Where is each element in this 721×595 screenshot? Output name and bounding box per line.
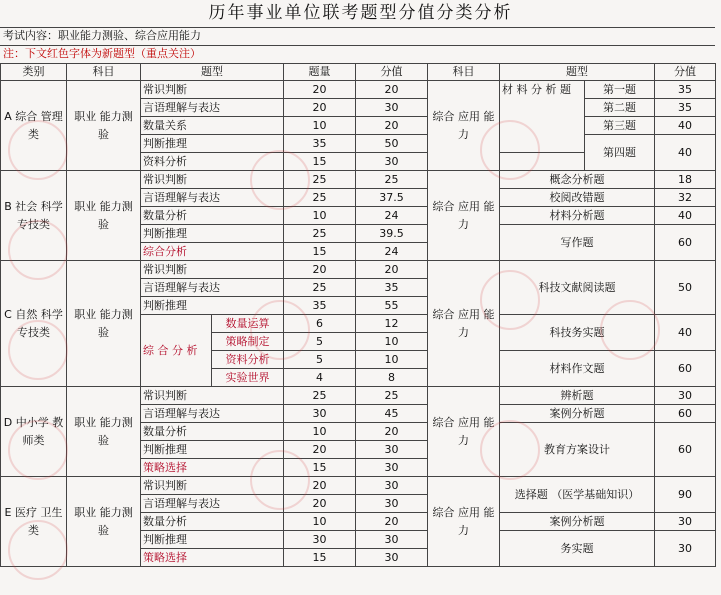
type-cell-new: 策略选择 [141, 549, 284, 567]
subject2-a: 综合 应用 能力 [428, 81, 500, 171]
analysis-table [0, 63, 716, 567]
right-type-cell: 第一题 [585, 81, 655, 99]
header-category: 类别 [1, 64, 67, 81]
table-row [1, 81, 716, 99]
score-cell: 25 [356, 171, 428, 189]
right-score-cell: 60 [655, 405, 716, 423]
right-type-cell: 辨析题 [500, 387, 655, 405]
count-cell: 4 [284, 369, 356, 387]
score-cell: 10 [356, 351, 428, 369]
score-cell: 30 [356, 549, 428, 567]
empty-cell [500, 153, 585, 171]
subject2-e: 综合 应用 能力 [428, 477, 500, 567]
right-score-cell: 32 [655, 189, 716, 207]
type-cell: 判断推理 [141, 531, 284, 549]
count-cell: 5 [284, 351, 356, 369]
count-cell: 10 [284, 423, 356, 441]
count-cell: 30 [284, 405, 356, 423]
header-score: 分值 [356, 64, 428, 81]
material-label: 材 料 分 析 题 [500, 81, 585, 153]
count-cell: 25 [284, 189, 356, 207]
score-cell: 30 [356, 153, 428, 171]
right-score-cell: 35 [655, 81, 716, 99]
count-cell: 25 [284, 171, 356, 189]
count-cell: 20 [284, 81, 356, 99]
right-score-cell: 30 [655, 513, 716, 531]
right-type-cell: 概念分析题 [500, 171, 655, 189]
right-type-cell: 选择题 （医学基础知识） [500, 477, 655, 513]
comp-analysis-label: 综 合 分 析 [141, 315, 212, 387]
score-cell: 24 [356, 207, 428, 225]
page-title: 历年事业单位联考题型分值分类分析 [208, 3, 513, 23]
count-cell: 20 [284, 441, 356, 459]
score-cell: 25 [356, 387, 428, 405]
type-cell: 常识判断 [141, 387, 284, 405]
subject2-c: 综合 应用 能力 [428, 261, 500, 387]
right-score-cell: 60 [655, 351, 716, 387]
score-cell: 50 [356, 135, 428, 153]
count-cell: 30 [284, 531, 356, 549]
right-score-cell: 30 [655, 387, 716, 405]
right-type-cell: 写作题 [500, 225, 655, 261]
sub-type-cell-new: 数量运算 [212, 315, 284, 333]
exam-content-line: 考试内容：职业能力测验、综合应用能力 [0, 27, 715, 45]
subject2-b: 综合 应用 能力 [428, 171, 500, 261]
score-cell: 20 [356, 117, 428, 135]
right-type-cell: 科技文献阅读题 [500, 261, 655, 315]
category-d: D 中小学 教师类 [1, 387, 67, 477]
type-cell: 言语理解与表达 [141, 405, 284, 423]
score-cell: 30 [356, 99, 428, 117]
right-type-cell: 第三题 [585, 117, 655, 135]
type-cell-new: 策略选择 [141, 459, 284, 477]
score-cell: 39.5 [356, 225, 428, 243]
category-b: B 社会 科学 专技类 [1, 171, 67, 261]
right-type-cell: 科技务实题 [500, 315, 655, 351]
subject-b: 职业 能力测验 [67, 171, 141, 261]
type-cell: 资料分析 [141, 153, 284, 171]
score-cell: 30 [356, 495, 428, 513]
subject-e: 职业 能力测验 [67, 477, 141, 567]
sub-type-cell-new: 资料分析 [212, 351, 284, 369]
count-cell: 20 [284, 261, 356, 279]
count-cell: 15 [284, 243, 356, 261]
type-cell: 言语理解与表达 [141, 279, 284, 297]
type-cell: 言语理解与表达 [141, 99, 284, 117]
category-e: E 医疗 卫生类 [1, 477, 67, 567]
score-cell: 30 [356, 459, 428, 477]
score-cell: 20 [356, 261, 428, 279]
header-type: 题型 [141, 64, 284, 81]
score-cell: 20 [356, 513, 428, 531]
header-type2: 题型 [500, 64, 655, 81]
table-header-row [1, 64, 716, 81]
type-cell: 言语理解与表达 [141, 495, 284, 513]
right-score-cell: 50 [655, 261, 716, 315]
count-cell: 15 [284, 459, 356, 477]
category-c: C 自然 科学 专技类 [1, 261, 67, 387]
type-cell: 常识判断 [141, 477, 284, 495]
right-type-cell: 第四题 [585, 135, 655, 171]
subject-d: 职业 能力测验 [67, 387, 141, 477]
count-cell: 10 [284, 117, 356, 135]
new-type-note: 注：下文红色字体为新题型（重点关注） [0, 45, 715, 63]
score-cell: 30 [356, 441, 428, 459]
right-type-cell: 案例分析题 [500, 405, 655, 423]
right-type-cell: 材料分析题 [500, 207, 655, 225]
type-cell: 数量分析 [141, 513, 284, 531]
count-cell: 15 [284, 549, 356, 567]
count-cell: 20 [284, 99, 356, 117]
count-cell: 5 [284, 333, 356, 351]
score-cell: 45 [356, 405, 428, 423]
sub-type-cell-new: 实验世界 [212, 369, 284, 387]
score-cell: 24 [356, 243, 428, 261]
type-cell: 常识判断 [141, 81, 284, 99]
count-cell: 6 [284, 315, 356, 333]
score-cell: 30 [356, 531, 428, 549]
count-cell: 35 [284, 297, 356, 315]
type-cell: 常识判断 [141, 171, 284, 189]
count-cell: 10 [284, 513, 356, 531]
type-cell: 言语理解与表达 [141, 189, 284, 207]
right-type-cell: 校阅改错题 [500, 189, 655, 207]
right-type-cell: 案例分析题 [500, 513, 655, 531]
score-cell: 20 [356, 81, 428, 99]
right-score-cell: 40 [655, 117, 716, 135]
header-subject2: 科目 [428, 64, 500, 81]
count-cell: 25 [284, 225, 356, 243]
type-cell: 常识判断 [141, 261, 284, 279]
type-cell: 数量分析 [141, 423, 284, 441]
score-cell: 12 [356, 315, 428, 333]
type-cell-new: 综合分析 [141, 243, 284, 261]
right-score-cell: 60 [655, 225, 716, 261]
header-count: 题量 [284, 64, 356, 81]
count-cell: 20 [284, 477, 356, 495]
score-cell: 37.5 [356, 189, 428, 207]
right-score-cell: 60 [655, 423, 716, 477]
right-score-cell: 18 [655, 171, 716, 189]
header-score2: 分值 [655, 64, 716, 81]
score-cell: 55 [356, 297, 428, 315]
count-cell: 25 [284, 387, 356, 405]
type-cell: 判断推理 [141, 297, 284, 315]
score-cell: 30 [356, 477, 428, 495]
count-cell: 15 [284, 153, 356, 171]
type-cell: 判断推理 [141, 225, 284, 243]
type-cell: 判断推理 [141, 441, 284, 459]
header-subject: 科目 [67, 64, 141, 81]
score-cell: 20 [356, 423, 428, 441]
sub-type-cell-new: 策略制定 [212, 333, 284, 351]
right-type-cell: 教育方案设计 [500, 423, 655, 477]
type-cell: 判断推理 [141, 135, 284, 153]
count-cell: 10 [284, 207, 356, 225]
right-score-cell: 30 [655, 531, 716, 567]
subject-c: 职业 能力测验 [67, 261, 141, 387]
right-type-cell: 材料作文题 [500, 351, 655, 387]
score-cell: 10 [356, 333, 428, 351]
right-type-cell: 第二题 [585, 99, 655, 117]
type-cell: 数量关系 [141, 117, 284, 135]
right-score-cell: 40 [655, 315, 716, 351]
count-cell: 35 [284, 135, 356, 153]
score-cell: 35 [356, 279, 428, 297]
right-score-cell: 40 [655, 207, 716, 225]
subject-a: 职业 能力测验 [67, 81, 141, 171]
count-cell: 25 [284, 279, 356, 297]
type-cell: 数量分析 [141, 207, 284, 225]
right-score-cell: 40 [655, 135, 716, 171]
count-cell: 20 [284, 495, 356, 513]
score-cell: 8 [356, 369, 428, 387]
category-a: A 综合 管理类 [1, 81, 67, 171]
table-row [1, 171, 716, 189]
subject2-d: 综合 应用 能力 [428, 387, 500, 477]
right-type-cell: 务实题 [500, 531, 655, 567]
table-row [1, 387, 716, 405]
right-score-cell: 35 [655, 99, 716, 117]
right-score-cell: 90 [655, 477, 716, 513]
table-row [1, 477, 716, 495]
table-row [1, 261, 716, 279]
